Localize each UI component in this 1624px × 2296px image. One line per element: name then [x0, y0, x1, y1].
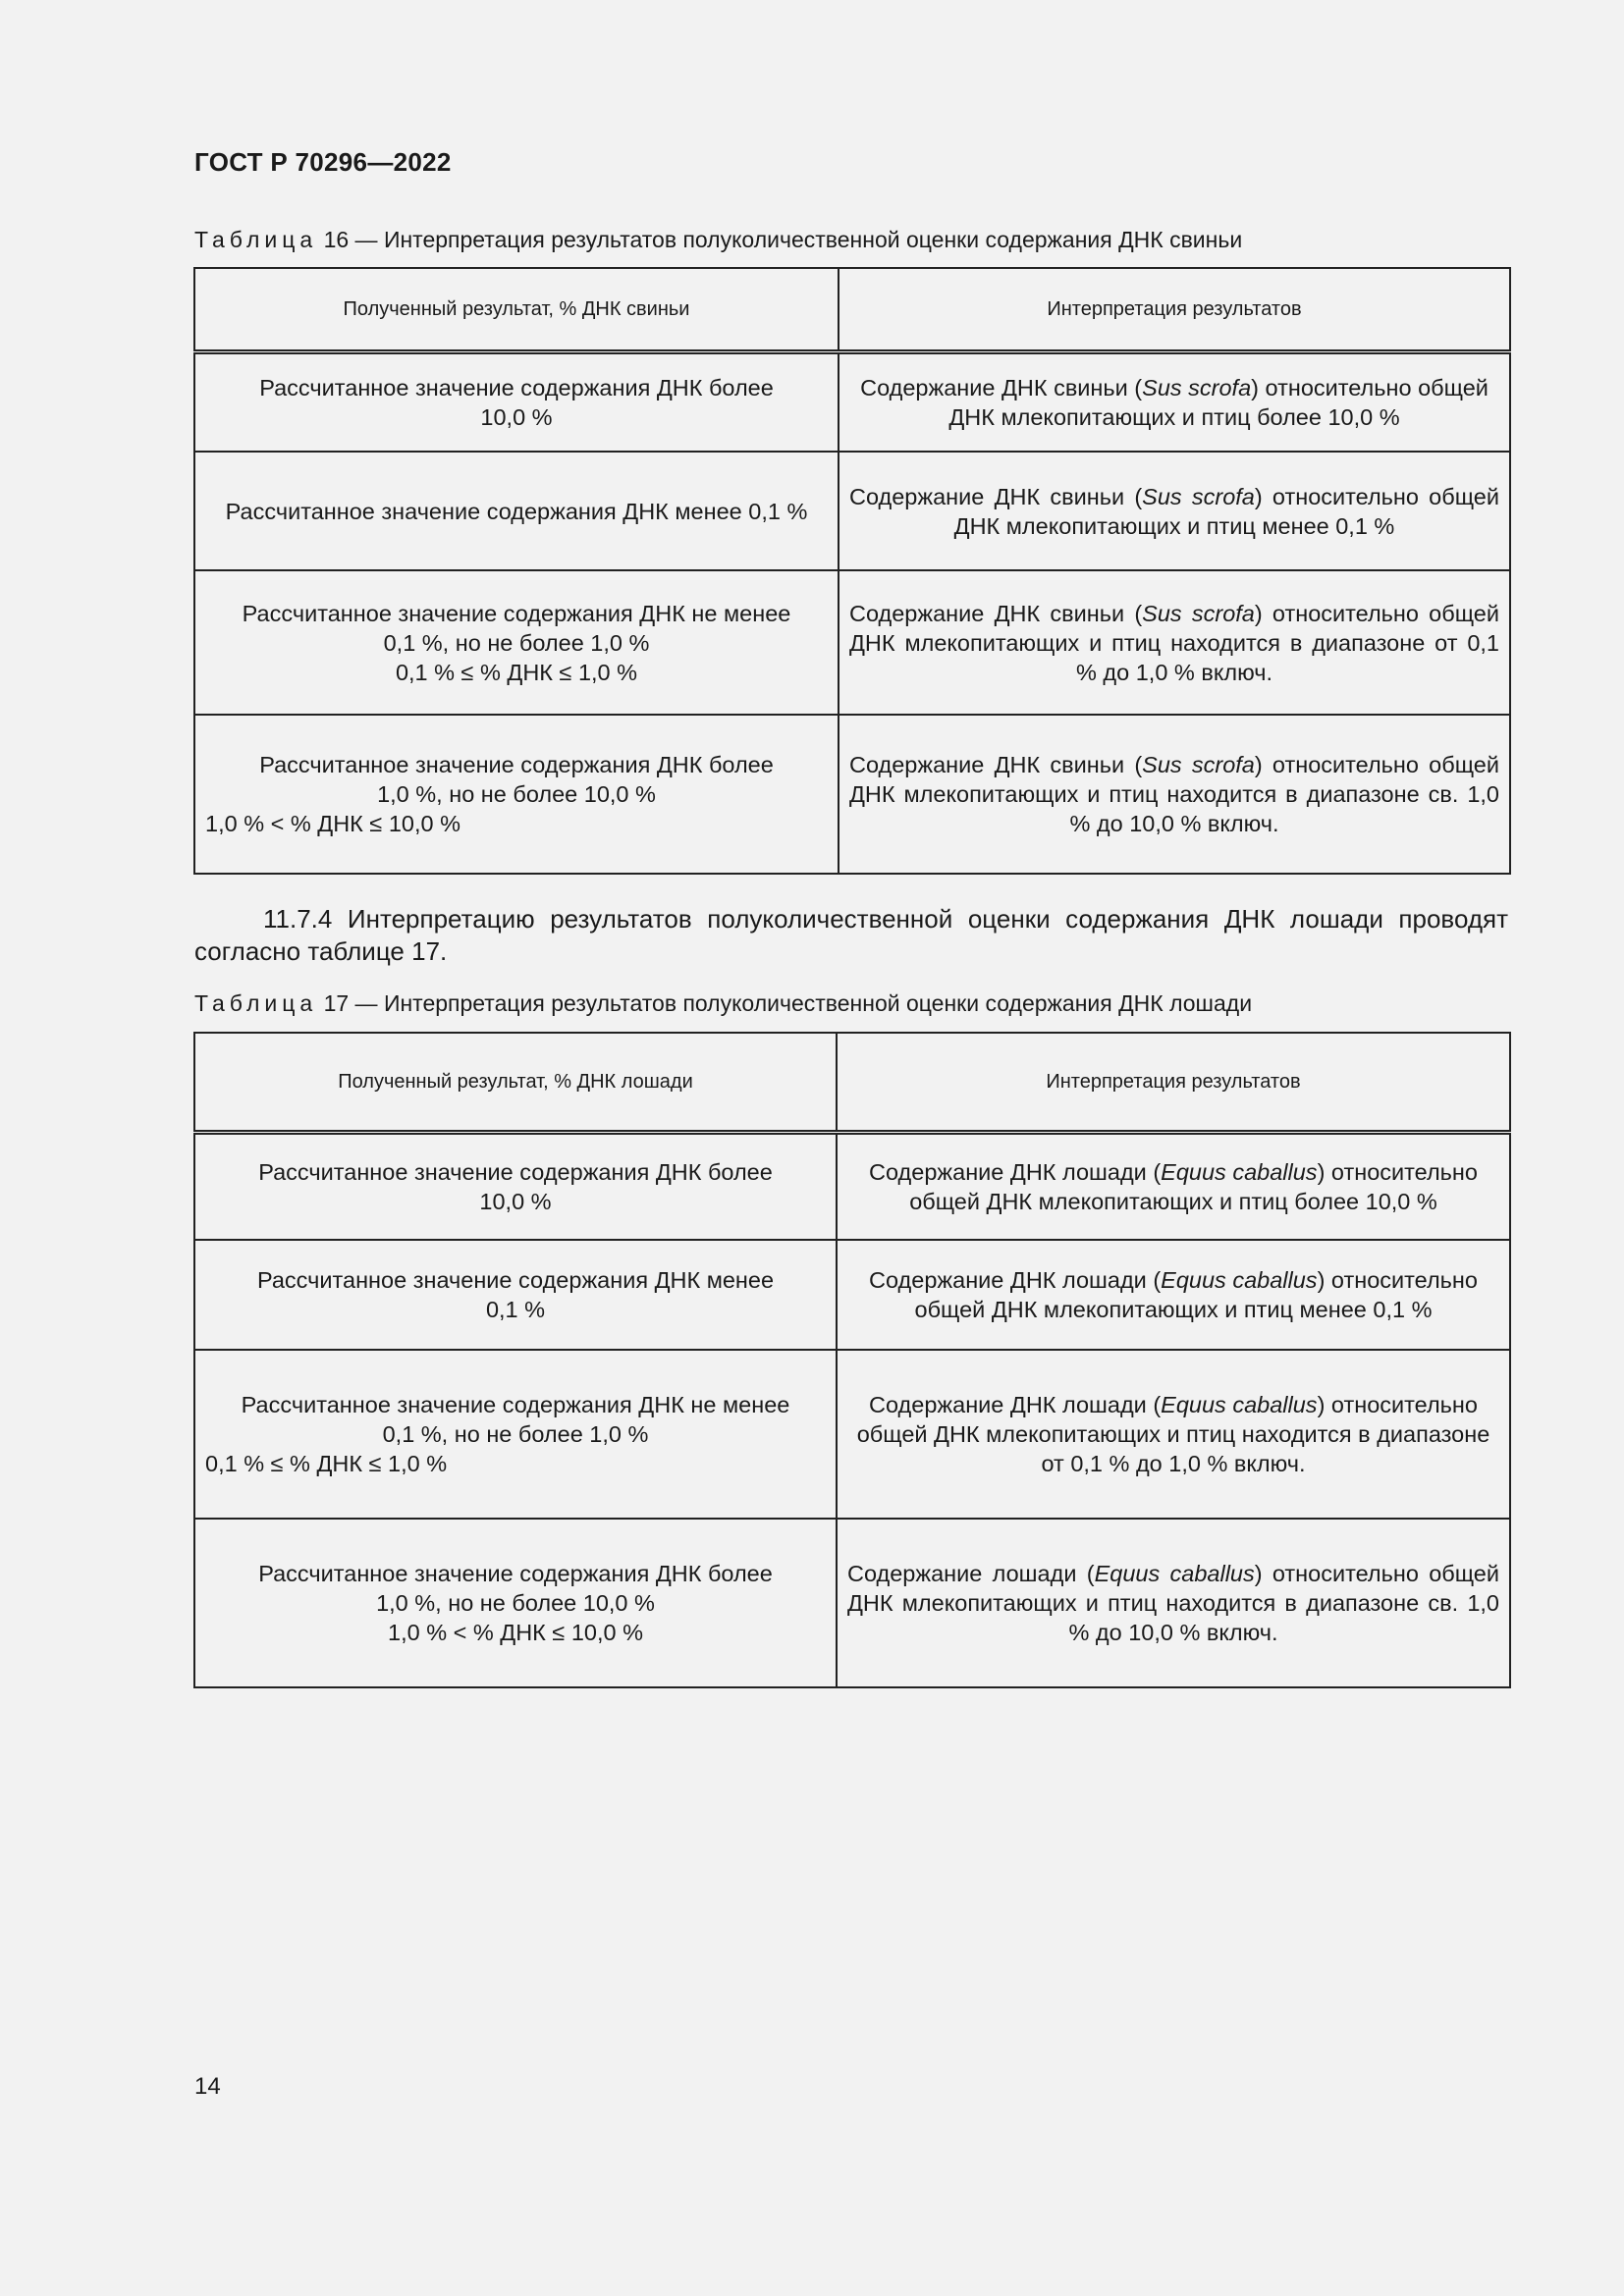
result-cell	[194, 1519, 837, 1687]
interp-text: ) относительно общей ДНК млекопитающих и птиц находится в диапазоне от 0,1 % до 1,0 % включ.	[849, 600, 1499, 685]
result-cell	[194, 1240, 837, 1350]
table17-header-row	[194, 1033, 1510, 1132]
table-row	[194, 1350, 1510, 1519]
table16-header-result: Полученный результат, % ДНК свиньи	[194, 268, 839, 351]
table17-caption-word: Таблица	[194, 990, 318, 1016]
interp-text: Содержание ДНК свиньи (	[849, 752, 1143, 777]
interp-text: Содержание ДНК лошади (	[869, 1158, 1162, 1185]
interp-text: Содержание лошади (	[847, 1561, 1095, 1586]
interpretation-cell	[839, 351, 1510, 452]
table-row	[194, 1240, 1510, 1350]
interpretation-cell	[837, 1132, 1510, 1240]
table16-caption-word: Таблица	[194, 227, 318, 252]
species-name: Sus scrofa	[1142, 600, 1255, 626]
result-line: 0,1 % ≤ % ДНК ≤ 1,0 %	[395, 659, 638, 685]
interp-text: ) относительно общей ДНК млекопитающих и птиц находится в диапазоне св. 1,0 % до 10,0 % включ.	[847, 1561, 1499, 1645]
interp-text: Содержание ДНК свиньи (	[849, 600, 1143, 626]
interp-text: Содержание ДНК свиньи (	[849, 483, 1143, 509]
paragraph-11-7-4: 11.7.4 Интерпретацию результатов полуколичественной оценки содержания ДНК лошади проводят согласно таблице 17.	[194, 904, 1508, 966]
table-row	[194, 1519, 1510, 1687]
result-cell	[194, 570, 839, 715]
interpretation-cell	[837, 1519, 1510, 1687]
result-cell	[194, 715, 839, 874]
result-line: Рассчитанное значение содержания ДНК менее	[256, 1267, 775, 1293]
interp-text: ) относительно общей ДНК млекопитающих и птиц находится в диапазоне св. 1,0 % до 10,0 % включ.	[849, 752, 1499, 836]
table17-header-result: Полученный результат, % ДНК лошади	[194, 1033, 837, 1132]
result-line: Рассчитанное значение содержания ДНК не менее	[241, 1392, 790, 1417]
result-cell	[194, 452, 839, 570]
result-line: Рассчитанное значение содержания ДНК более	[258, 1158, 773, 1185]
interpretation-cell	[839, 715, 1510, 874]
result-line: 1,0 % < % ДНК ≤ 10,0 %	[205, 811, 460, 836]
species-name: Sus scrofa	[1142, 483, 1255, 509]
table-row	[194, 452, 1510, 570]
result-line: Рассчитанное значение содержания ДНК менее 0,1 %	[225, 498, 808, 524]
document-code: ГОСТ Р 70296—2022	[194, 147, 452, 177]
species-name: Equus caballus	[1094, 1561, 1255, 1586]
table16-caption-text: 16 — Интерпретация результатов полуколичественной оценки содержания ДНК свиньи	[323, 227, 1243, 252]
result-line: 1,0 %, но не более 10,0 %	[377, 781, 656, 807]
interpretation-cell	[837, 1240, 1510, 1350]
interpretation-cell	[839, 452, 1510, 570]
table16-header-row	[194, 268, 1510, 351]
table-row	[194, 715, 1510, 874]
interp-text: ) относительно общей ДНК млекопитающих и птиц находится в диапазоне от 0,1 % до 1,0 % включ.	[856, 1392, 1490, 1476]
interp-text: Содержание ДНК лошади (	[869, 1392, 1162, 1417]
table16-caption	[194, 227, 1242, 253]
result-cell	[194, 351, 839, 452]
table16-header-interpretation: Интерпретация результатов	[839, 268, 1510, 351]
result-line: Рассчитанное значение содержания ДНК более	[258, 1561, 773, 1586]
table-row	[194, 351, 1510, 452]
table16	[193, 267, 1511, 875]
interp-text: Содержание ДНК лошади (	[869, 1267, 1162, 1293]
result-line: Рассчитанное значение содержания ДНК не менее	[242, 600, 791, 626]
species-name: Sus scrofa	[1142, 374, 1252, 400]
result-line: 10,0 %	[480, 403, 553, 430]
species-name: Equus caballus	[1161, 1392, 1318, 1417]
table-row	[194, 1132, 1510, 1240]
table17-caption	[194, 990, 1252, 1017]
table-row	[194, 570, 1510, 715]
result-line: 0,1 %, но не более 1,0 %	[383, 629, 650, 656]
interp-text: ) относительно общей ДНК млекопитающих и птиц более 10,0 %	[948, 374, 1489, 430]
result-line: 1,0 %, но не более 10,0 %	[376, 1590, 655, 1616]
result-line: Рассчитанное значение содержания ДНК более	[259, 374, 774, 400]
result-cell	[194, 1132, 837, 1240]
table17-header-interpretation: Интерпретация результатов	[837, 1033, 1510, 1132]
result-line: Рассчитанное значение содержания ДНК более	[259, 752, 774, 777]
interp-text: ) относительно общей ДНК млекопитающих и птиц менее 0,1 %	[914, 1267, 1478, 1322]
species-name: Equus caballus	[1161, 1158, 1318, 1185]
result-cell	[194, 1350, 837, 1519]
table17	[193, 1032, 1511, 1688]
interpretation-cell	[839, 570, 1510, 715]
interpretation-cell	[837, 1350, 1510, 1519]
interp-text: Содержание ДНК свиньи (	[860, 374, 1143, 400]
result-line: 0,1 %, но не более 1,0 %	[382, 1421, 649, 1447]
result-line: 1,0 % < % ДНК ≤ 10,0 %	[388, 1620, 643, 1645]
table17-caption-text: 17 — Интерпретация результатов полуколичественной оценки содержания ДНК лошади	[323, 990, 1253, 1016]
result-line: 0,1 % ≤ % ДНК ≤ 1,0 %	[205, 1451, 448, 1476]
result-line: 0,1 %	[485, 1297, 546, 1322]
interp-text: ) относительно общей ДНК млекопитающих и птиц менее 0,1 %	[953, 483, 1499, 539]
result-line: 10,0 %	[479, 1188, 552, 1214]
species-name: Sus scrofa	[1142, 752, 1255, 777]
interp-text: ) относительно общей ДНК млекопитающих и птиц более 10,0 %	[909, 1158, 1478, 1214]
page-number: 14	[194, 2073, 221, 2100]
species-name: Equus caballus	[1161, 1267, 1318, 1293]
